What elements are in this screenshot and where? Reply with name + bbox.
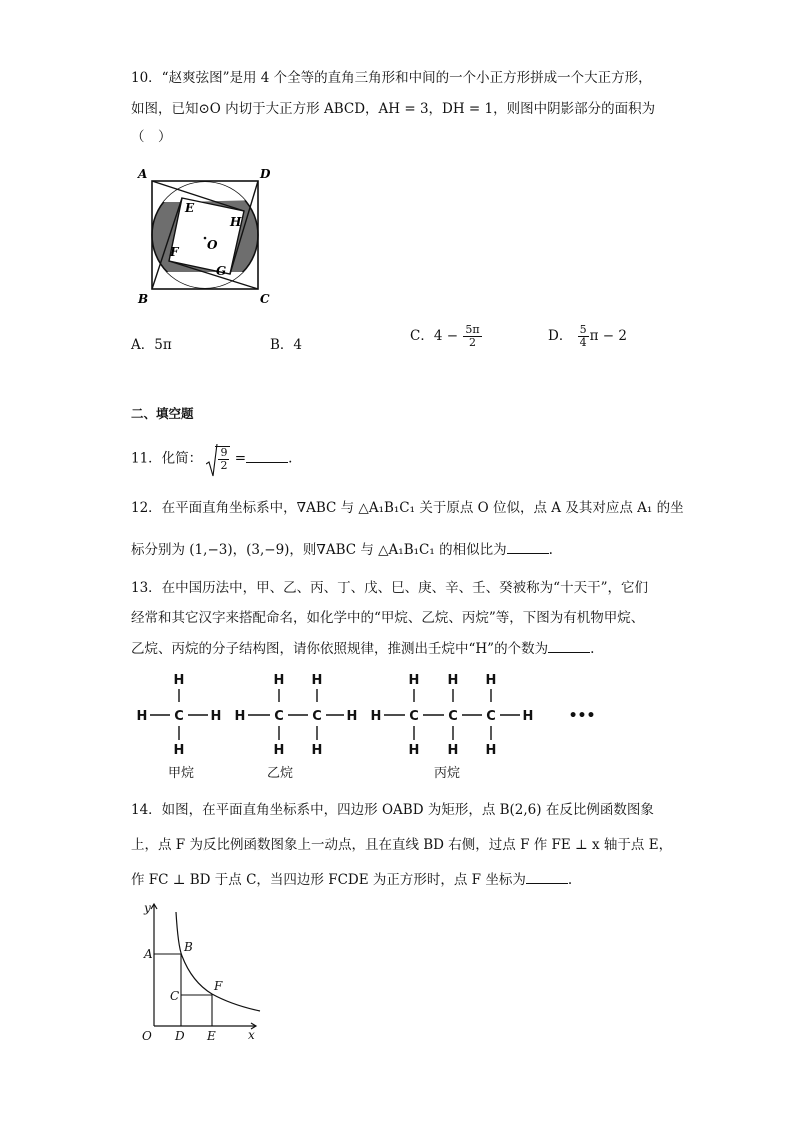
option-d-fraction <box>578 324 589 349</box>
label-y: y <box>144 901 151 915</box>
alkane-structures <box>130 668 610 784</box>
q13-answer-blank[interactable] <box>548 638 590 653</box>
methane-C: C <box>174 709 184 724</box>
option-c-num: 5π <box>465 323 480 336</box>
propane-H: H <box>485 743 497 758</box>
option-a-value: 5π <box>154 337 172 353</box>
option-b[interactable] <box>270 333 302 353</box>
label-E: E <box>185 201 195 215</box>
label-B: B <box>184 940 193 954</box>
ethane-H: H <box>273 743 285 758</box>
q11-answer-blank[interactable] <box>246 448 288 463</box>
q12-line1: 12．在平面直角坐标系中，∇ABC 与 △A₁B₁C₁ 关于原点 O 位似，点 A 及其对应点 A₁ 的坐 <box>131 500 684 516</box>
option-c-den: 2 <box>468 336 476 349</box>
label-x: x <box>248 1028 255 1042</box>
option-d[interactable] <box>548 324 627 349</box>
option-b-prefix: B． <box>270 337 294 353</box>
q11-eq: = <box>234 450 247 467</box>
q11-fraction <box>218 447 229 472</box>
propane-C: C <box>409 709 419 724</box>
methane-H-right: H <box>210 709 222 724</box>
propane-C: C <box>486 709 496 724</box>
inverse-function-curve <box>176 912 260 1011</box>
q12-answer-blank[interactable] <box>507 539 549 554</box>
q12-line2-text: 标分别为 (1,−3)，(3,−9)，则∇ABC 与 △A₁B₁C₁ 的相似比为 <box>131 542 507 558</box>
q11-num: 9 <box>220 446 228 459</box>
q11-prefix: 11．化简： <box>131 450 203 467</box>
q13-line3 <box>131 638 594 659</box>
ethane-name: 乙烷 <box>266 766 294 781</box>
option-a-prefix: A． <box>131 337 155 353</box>
ethane-H: H <box>311 673 323 688</box>
label-G: G <box>216 264 227 278</box>
ethane-H: H <box>311 743 323 758</box>
q11-line <box>131 446 292 472</box>
q14-answer-blank[interactable] <box>526 869 568 884</box>
q13-line1: 13．在中国历法中，甲、乙、丙、丁、戊、巳、庚、辛、壬、癸被称为“十天干”，它们 <box>131 580 648 596</box>
label-C: C <box>260 292 270 306</box>
option-d-den: 4 <box>579 336 587 349</box>
propane-C: C <box>448 709 458 724</box>
zhao-shuang-figure <box>130 162 280 310</box>
label-B: B <box>138 292 149 306</box>
q14-line3 <box>131 869 572 890</box>
q14-end: . <box>567 872 573 888</box>
label-H: H <box>230 215 242 229</box>
q10-line2: 如图，已知⊙O 内切于大正方形 ABCD，AH = 3，DH = 1，则图中阴影部分的面积为 <box>131 101 656 117</box>
label-F: F <box>170 245 179 259</box>
label-E: E <box>207 1029 216 1043</box>
q14-line1: 14．如图，在平面直角坐标系中，四边形 OABD 为矩形，点 B(2,6) 在反比例函数图象 <box>131 802 654 818</box>
radical-sign-icon <box>206 444 218 478</box>
q11-den: 2 <box>220 459 228 472</box>
hyperbola-figure <box>132 898 267 1046</box>
q12-line2 <box>131 539 553 560</box>
methane-H-bottom: H <box>173 743 185 758</box>
option-c-fraction <box>463 324 481 349</box>
ellipsis: ••• <box>568 708 596 724</box>
label-D: D <box>260 167 271 181</box>
q14-line2: 上，点 F 为反比例函数图象上一动点，且在直线 BD 右侧，过点 F 作 FE ⊥ x 轴于点 E， <box>131 837 673 853</box>
propane-H: H <box>408 673 420 688</box>
propane-H: H <box>408 743 420 758</box>
propane-H: H <box>447 743 459 758</box>
option-c-prefix: C． <box>410 328 434 344</box>
option-d-prefix: D． <box>548 328 573 344</box>
methane-H-left: H <box>136 709 148 724</box>
option-a[interactable] <box>131 333 172 353</box>
methane-H-top: H <box>173 673 185 688</box>
propane-H: H <box>447 673 459 688</box>
q13-end: . <box>590 641 595 657</box>
q14-line3-text: 作 FC ⊥ BD 于点 C，当四边形 FCDE 为正方形时，点 F 坐标为 <box>131 872 526 888</box>
label-O: O <box>207 238 218 252</box>
q11-end: . <box>288 450 293 467</box>
propane-H: H <box>522 709 534 724</box>
label-A: A <box>138 167 148 181</box>
option-d-num: 5 <box>579 323 587 336</box>
q10-line3: （ ） <box>131 129 172 145</box>
propane-H: H <box>370 709 382 724</box>
propane-name: 丙烷 <box>433 766 461 781</box>
option-b-value: 4 <box>293 337 303 353</box>
q12-end: . <box>548 542 553 558</box>
option-c-lead: 4 − <box>433 328 459 344</box>
ethane-C: C <box>274 709 284 724</box>
option-d-tail: π − 2 <box>589 328 627 344</box>
q13-line2: 经常和其它汉字来搭配命名，如化学中的“甲烷、乙烷、丙烷”等，下图为有机物甲烷、 <box>131 610 645 626</box>
label-O: O <box>142 1029 152 1043</box>
label-F: F <box>214 979 223 993</box>
sqrt-expression <box>206 446 230 472</box>
methane-name: 甲烷 <box>167 766 195 781</box>
ethane-C: C <box>312 709 322 724</box>
label-C: C <box>170 989 180 1003</box>
q10-line1: 10．“赵爽弦图”是用 4 个全等的直角三角形和中间的一个小正方形拼成一个大正方形， <box>131 70 652 86</box>
ethane-H: H <box>346 709 358 724</box>
q13-line3-text: 乙烷、丙烷的分子结构图，请你依照规律，推测出壬烷中“H”的个数为 <box>131 641 549 657</box>
label-D: D <box>175 1029 185 1043</box>
section-title: 二、填空题 <box>131 406 194 421</box>
option-c[interactable] <box>410 324 483 349</box>
ethane-H: H <box>273 673 285 688</box>
label-A: A <box>144 947 153 961</box>
ethane-H: H <box>234 709 246 724</box>
propane-H: H <box>485 673 497 688</box>
